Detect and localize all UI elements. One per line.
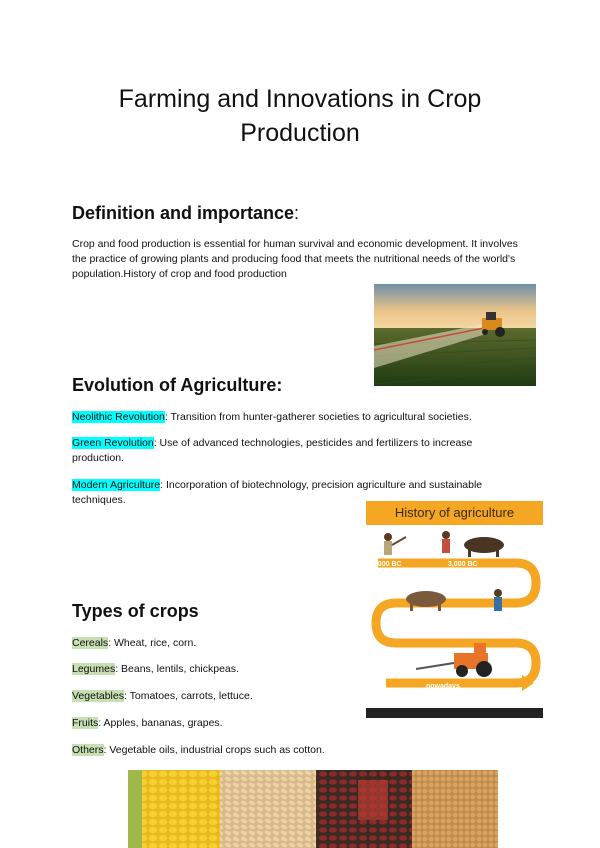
- term-green-revolution: Green Revolution: [72, 437, 154, 449]
- history-label: 3,000 BC: [448, 561, 478, 568]
- list-item: Others: Vegetable oils, industrial crops such as cotton.: [72, 744, 325, 756]
- term-vegetables: Vegetables: [72, 690, 124, 702]
- list-item: Legumes: Beans, lentils, chickpeas.: [72, 663, 239, 675]
- history-of-agriculture-image: [366, 501, 543, 718]
- list-item: Cereals: Wheat, rice, corn.: [72, 637, 197, 649]
- grains-photo: [128, 770, 498, 848]
- history-label: 1830: [434, 623, 450, 630]
- section-heading-types: Types of crops: [72, 601, 199, 621]
- definition-paragraph: Crop and food production is essential for human survival and economic development. It involves the practice of growing plants and producing food that meets the nutritional needs of the world's population.History of crop and food production: [72, 238, 518, 280]
- term-fruits: Fruits: [72, 717, 99, 729]
- list-item: Green Revolution: Use of advanced technologies, pesticides and fertilizers to increase production.: [72, 437, 473, 464]
- term-neolithic-revolution: Neolithic Revolution: [72, 411, 165, 423]
- history-label: nowadays: [426, 683, 460, 690]
- term-cereals: Cereals: [72, 637, 109, 649]
- term-others: Others: [72, 744, 104, 756]
- term-modern-agriculture: Modern Agriculture: [72, 479, 161, 491]
- section-heading-definition: Definition and importance:: [72, 203, 300, 223]
- list-item: Modern Agriculture: Incorporation of biotechnology, precision agriculture and sustainable techniques.: [72, 479, 483, 506]
- list-item: Fruits: Apples, bananas, grapes.: [72, 717, 223, 729]
- history-banner: History of agriculture: [366, 501, 543, 525]
- history-label: 8,000 BC: [372, 561, 402, 568]
- term-legumes: Legumes: [72, 663, 116, 675]
- page-title: Farming and Innovations in Crop Production: [118, 85, 482, 147]
- tractor-spraying-photo: [374, 284, 536, 386]
- list-item: Neolithic Revolution: Transition from hunter-gatherer societies to agricultural societies.: [72, 411, 472, 423]
- list-item: Vegetables: Tomatoes, carrots, lettuce.: [72, 690, 253, 702]
- section-heading-evolution: Evolution of Agriculture:: [72, 375, 283, 395]
